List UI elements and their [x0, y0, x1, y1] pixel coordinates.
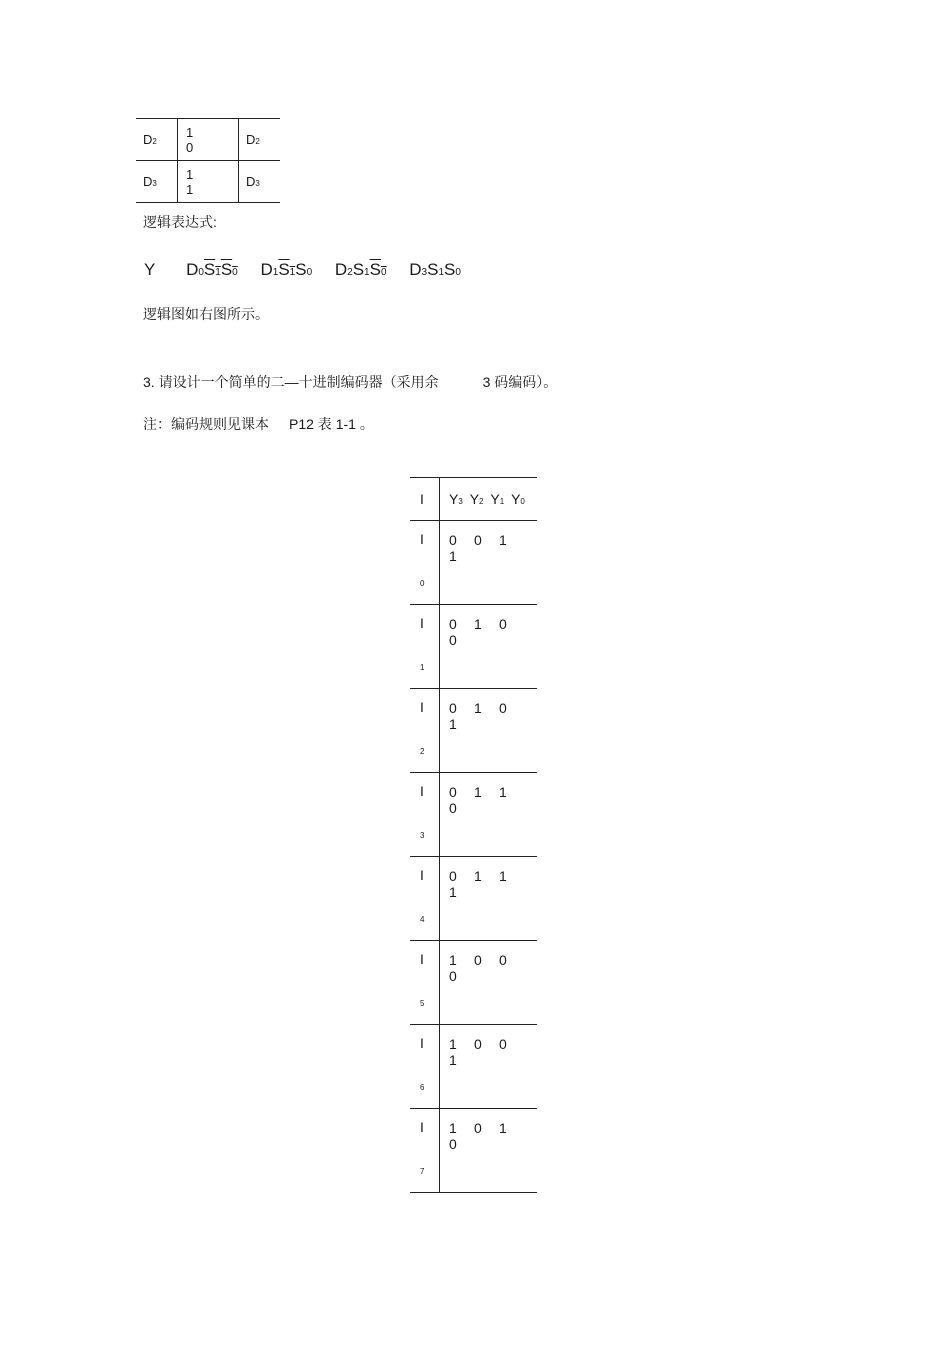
code-cell — [440, 857, 538, 941]
header-output-name: Y — [490, 491, 500, 507]
input-cell — [410, 941, 440, 1025]
cell-text: D — [143, 174, 153, 189]
header-output-name: Y — [511, 491, 521, 507]
input-name: I — [420, 951, 424, 967]
note-prefix: 注：编码规则见课本 — [143, 416, 269, 432]
term-s0-sub: 0 — [455, 267, 461, 278]
code-bit: 1 — [449, 548, 457, 564]
term-s1-sub: 1 — [364, 267, 370, 278]
input-cell — [410, 605, 440, 689]
input-name: I — [420, 699, 424, 715]
output-cell — [239, 119, 281, 161]
code-bit: 1 — [449, 1036, 457, 1052]
input-name: I — [420, 615, 424, 631]
input-index: 7 — [420, 1167, 425, 1176]
code-bit: 0 — [499, 1036, 507, 1052]
header-output — [470, 491, 484, 507]
term-s0: S — [295, 260, 307, 279]
header-output-sub: 2 — [479, 497, 484, 506]
input-cell — [410, 857, 440, 941]
term-s1-sub: 1 — [289, 267, 296, 278]
code-cell — [440, 773, 538, 857]
input-index: 5 — [420, 999, 425, 1008]
table-row — [410, 1025, 537, 1109]
expression-label: 逻辑表达式: — [143, 214, 217, 230]
input-name: I — [420, 1035, 424, 1051]
cell-subscript: 3 — [255, 179, 260, 188]
code-cell — [440, 1025, 538, 1109]
term-s1: S — [278, 260, 290, 279]
code-bit: 0 — [499, 952, 507, 968]
code-bit: 1 — [474, 784, 482, 800]
code-bit: 0 — [449, 532, 457, 548]
header-outputs-cell — [440, 478, 538, 521]
term-s0: S — [444, 260, 456, 279]
code-bit: 1 — [449, 952, 457, 968]
code-bit: 0 — [474, 952, 482, 968]
input-index: 2 — [420, 747, 425, 756]
code-bit: 1 — [449, 1120, 457, 1136]
question-text — [143, 373, 557, 391]
input-cell — [410, 521, 440, 605]
output-cell — [239, 161, 281, 203]
diagram-note: 逻辑图如右图所示。 — [143, 306, 269, 322]
code-bit: 0 — [449, 632, 457, 648]
logic-expression — [144, 260, 479, 280]
term-s1: S — [427, 260, 439, 279]
table-row — [410, 773, 537, 857]
term-d: D — [409, 260, 422, 279]
cell-text: D — [246, 174, 256, 189]
input-index: 3 — [420, 831, 425, 840]
header-output-sub: 3 — [458, 497, 463, 506]
term-d-sub: 2 — [347, 267, 353, 278]
header-output-sub: 0 — [520, 497, 525, 506]
input-name: I — [420, 783, 424, 799]
term-d-sub: 0 — [198, 267, 204, 278]
expression-term — [260, 260, 312, 280]
data-input-cell — [136, 119, 178, 161]
term-s0: S — [220, 260, 233, 279]
term-d: D — [186, 260, 199, 279]
code-bit: 0 — [449, 868, 457, 884]
header-output-sub: 1 — [499, 497, 505, 506]
code-bit: 1 — [499, 532, 507, 548]
select-bit: 0 — [186, 139, 194, 155]
table-row — [410, 857, 537, 941]
mux-truth-table — [136, 118, 280, 203]
input-cell — [410, 689, 440, 773]
select-bit: 1 — [186, 124, 194, 140]
expression-term — [409, 260, 461, 280]
note-text — [143, 415, 374, 433]
code-bit: 0 — [499, 616, 507, 632]
code-bit: 1 — [449, 1052, 457, 1068]
cell-subscript: 3 — [152, 179, 157, 188]
code-bit: 0 — [474, 1036, 482, 1052]
table-row — [410, 605, 537, 689]
term-s1: S — [352, 260, 365, 279]
header-input-cell — [410, 478, 440, 521]
select-bit: 1 — [186, 181, 194, 197]
term-s0-sub: 0 — [380, 267, 387, 278]
data-input-cell — [136, 161, 178, 203]
input-index: 0 — [420, 579, 425, 588]
cell-text: D — [246, 132, 256, 147]
code-cell — [440, 941, 538, 1025]
code-bit: 1 — [499, 784, 507, 800]
input-name: I — [420, 1119, 424, 1135]
code-bit: 0 — [449, 784, 457, 800]
input-name: I — [420, 531, 424, 547]
header-output — [511, 491, 525, 507]
code-bit: 0 — [499, 700, 507, 716]
term-s1: S — [203, 260, 216, 279]
input-cell — [410, 1025, 440, 1109]
code-cell — [440, 689, 538, 773]
term-s1-sub: 1 — [438, 267, 444, 278]
term-s1-sub: 1 — [215, 267, 221, 278]
table-row — [410, 689, 537, 773]
code-bit: 1 — [474, 700, 482, 716]
table-row — [410, 941, 537, 1025]
code-cell — [440, 605, 538, 689]
code-bit: 1 — [474, 616, 482, 632]
table-row — [136, 161, 280, 203]
question-suffix: 3 码编码）。 — [482, 374, 558, 390]
table-row — [136, 119, 280, 161]
code-bit: 0 — [449, 616, 457, 632]
cell-subscript: 2 — [152, 137, 157, 146]
input-index: 6 — [420, 1083, 425, 1092]
code-cell — [440, 1109, 538, 1193]
expression-term — [186, 260, 238, 280]
input-name: I — [420, 867, 424, 883]
expression-term — [335, 260, 387, 280]
term-s0-sub: 0 — [232, 267, 238, 278]
header-output — [449, 491, 463, 507]
code-bit: 1 — [449, 716, 457, 732]
code-bit: 1 — [499, 1120, 507, 1136]
header-output-name: Y — [449, 491, 459, 507]
header-input: I — [420, 491, 424, 507]
code-bit: 0 — [449, 800, 457, 816]
code-bit: 1 — [499, 868, 507, 884]
term-d: D — [260, 260, 273, 279]
code-bit: 0 — [449, 700, 457, 716]
output-symbol: Y — [144, 260, 156, 279]
input-index: 1 — [420, 663, 425, 672]
table-row — [410, 1109, 537, 1193]
input-cell — [410, 773, 440, 857]
code-bit: 1 — [449, 884, 457, 900]
input-cell — [410, 1109, 440, 1193]
input-index: 4 — [420, 915, 425, 924]
term-d-sub: 3 — [421, 267, 428, 278]
term-d-sub: 1 — [272, 267, 279, 278]
code-bit: 0 — [474, 532, 482, 548]
code-bit: 1 — [474, 868, 482, 884]
encoder-truth-table — [410, 477, 537, 1193]
term-d: D — [334, 260, 348, 279]
code-bit: 0 — [449, 1136, 457, 1152]
table-header-row — [410, 478, 537, 521]
code-cell — [440, 521, 538, 605]
cell-text: D — [143, 132, 153, 147]
code-bit: 0 — [449, 968, 457, 984]
select-bits-cell — [178, 161, 239, 203]
note-suffix: P12 表 1-1 。 — [289, 416, 374, 432]
code-bit: 0 — [474, 1120, 482, 1136]
header-output — [490, 491, 504, 507]
header-output-name: Y — [469, 491, 480, 507]
question-prefix: 3. 请设计一个简单的二—十进制编码器（采用余 — [143, 374, 439, 390]
cell-subscript: 2 — [255, 137, 260, 146]
table-row — [410, 521, 537, 605]
term-s0: S — [369, 260, 381, 279]
select-bits-cell — [178, 119, 239, 161]
term-s0-sub: 0 — [306, 267, 313, 278]
select-bit: 1 — [186, 166, 194, 182]
